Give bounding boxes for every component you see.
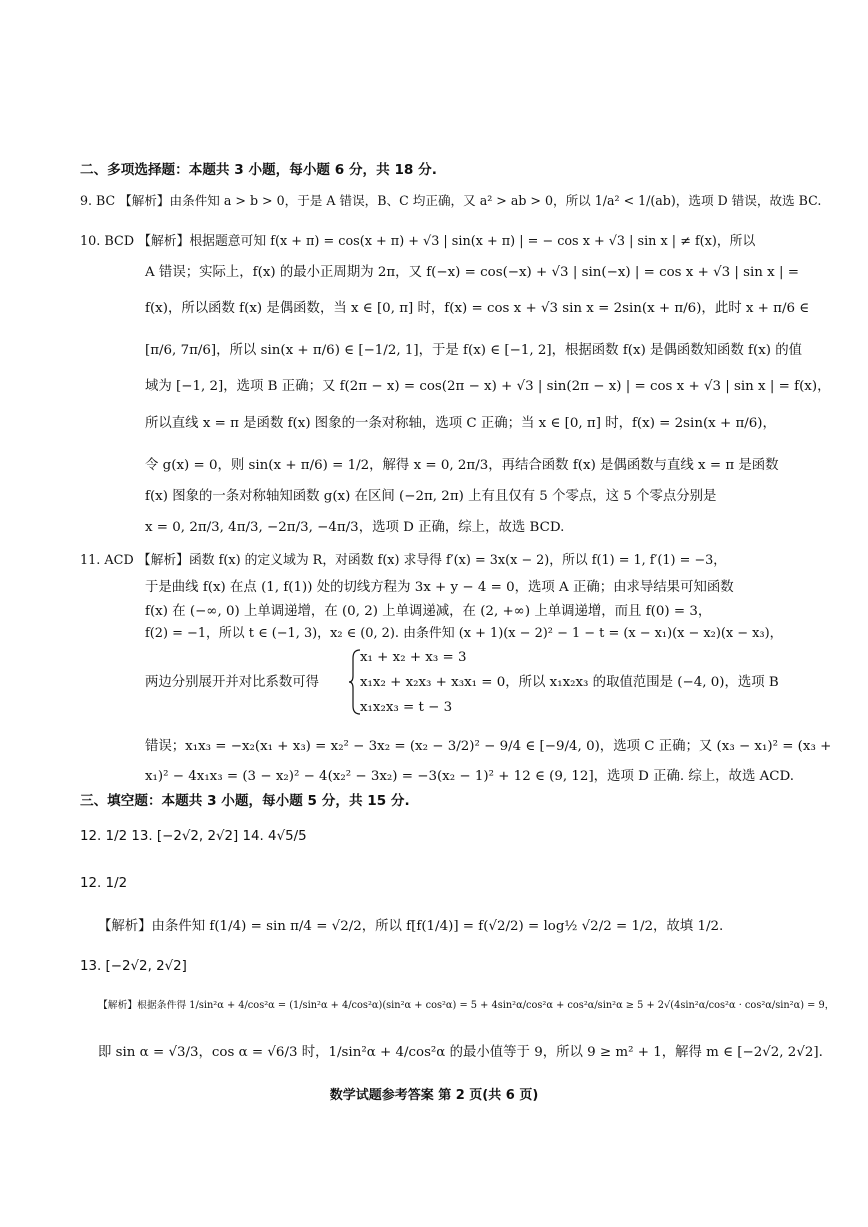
q10-line-3: f(x)，所以函数 f(x) 是偶函数，当 x ∈ [0, π] 时，f(x) = cos x + √3 sin x = 2sin(x + π/6)，此时 x + π/6 ∈	[145, 301, 810, 316]
page-footer: 数学试题参考答案 第 2 页(共 6 页)	[329, 1088, 539, 1103]
q10-line-5: 域为 [−1, 2]，选项 B 正确；又 f(2π − x) = cos(2π − x) + √3 | sin(2π − x) | = cos x + √3 | sin x | = f(x)，	[145, 379, 831, 394]
q11-system-eq-3: x₁x₂x₃ = t − 3	[360, 700, 453, 715]
q11-line-3: f(x) 在 (−∞, 0) 上单调递增，在 (0, 2) 上单调递减，在 (2, +∞) 上单调递增，而且 f(0) = 3，	[145, 604, 712, 619]
q10-line-2: A 错误；实际上，f(x) 的最小正周期为 2π，又 f(−x) = cos(−x) + √3 | sin(−x) | = cos x + √3 | sin x | =	[145, 265, 799, 280]
q13-line-1: 【解析】根据条件得 1/sin²α + 4/cos²α = (1/sin²α + 4/cos²α)(sin²α + cos²α) = 5 + 4sin²α/cos²α + cos²α/sin²α ≥ 5 + 2√(4sin²α/cos²α · cos²α/sin²α) = 9，	[98, 1000, 835, 1011]
q12-answer: 12. 1/2	[80, 876, 128, 891]
q11-line-4: f(2) = −1，所以 t ∈ (−1, 3)，x₂ ∈ (0, 2). 由条件知 (x + 1)(x − 2)² − 1 − t = (x − x₁)(x − x₂)(x − x₃)，	[145, 626, 783, 641]
q13-answer: 13. [−2√2, 2√2]	[80, 959, 187, 974]
q10-line-9: x = 0, 2π/3, 4π/3, −2π/3, −4π/3，选项 D 正确，综上，故选 BCD.	[145, 520, 565, 535]
q13-line-2: 即 sin α = √3/3，cos α = √6/3 时，1/sin²α + 4/cos²α 的最小值等于 9，所以 9 ≥ m² + 1，解得 m ∈ [−2√2, 2√2].	[98, 1045, 823, 1060]
fill-in-answers: 12. 1/2 13. [−2√2, 2√2] 14. 4√5/5	[80, 829, 307, 844]
q11-system-eq-2: x₁x₂ + x₂x₃ + x₃x₁ = 0，所以 x₁x₂x₃ 的取值范围是 (−4, 0)，选项 B	[360, 675, 779, 690]
section-3-heading: 三、填空题：本题共 3 小题，每小题 5 分，共 15 分.	[80, 793, 410, 809]
q10-line-7: 令 g(x) = 0，则 sin(x + π/6) = 1/2，解得 x = 0, 2π/3，再结合函数 f(x) 是偶函数与直线 x = π 是函数	[145, 458, 779, 473]
section-2-heading: 二、多项选择题：本题共 3 小题，每小题 6 分，共 18 分.	[80, 162, 437, 178]
q11-system-eq-1: x₁ + x₂ + x₃ = 3	[360, 650, 467, 665]
q10-line-1: 10. BCD 【解析】根据题意可知 f(x + π) = cos(x + π) + √3 | sin(x + π) | = − cos x + √3 | sin x | ≠ f(x)，所以	[80, 234, 756, 249]
q11-line-2: 于是曲线 f(x) 在点 (1, f(1)) 处的切线方程为 3x + y − 4 = 0，选项 A 正确；由求导结果可知函数	[145, 580, 734, 595]
q9-line-1: 9. BC 【解析】由条件知 a > b > 0，于是 A 错误，B、C 均正确，又 a² > ab > 0，所以 1/a² < 1/(ab)，选项 D 错误，故选 BC.	[80, 193, 822, 208]
q11-line-1: 11. ACD 【解析】函数 f(x) 的定义域为 R，对函数 f(x) 求导得 f′(x) = 3x(x − 2)，所以 f(1) = 1, f′(1) = −3，	[80, 553, 727, 568]
q11-line-5: 错误；x₁x₃ = −x₂(x₁ + x₃) = x₂² − 3x₂ = (x₂ − 3/2)² − 9/4 ∈ [−9/4, 0)，选项 C 正确；又 (x₃ − x₁)² = (x₃ +	[145, 739, 832, 754]
q10-line-6: 所以直线 x = π 是函数 f(x) 图象的一条对称轴，选项 C 正确；当 x ∈ [0, π] 时，f(x) = 2sin(x + π/6)，	[145, 416, 776, 431]
q10-line-8: f(x) 图象的一条对称轴知函数 g(x) 在区间 (−2π, 2π) 上有且仅有 5 个零点，这 5 个零点分别是	[145, 489, 717, 504]
q12-solution: 【解析】由条件知 f(1/4) = sin π/4 = √2/2，所以 f[f(1/4)] = f(√2/2) = log½ √2/2 = 1/2，故填 1/2.	[98, 919, 724, 934]
q11-line-6: x₁)² − 4x₁x₃ = (3 − x₂)² − 4(x₂² − 3x₂) = −3(x₂ − 1)² + 12 ∈ (9, 12]，选项 D 正确. 综上，故选 ACD.	[145, 769, 795, 784]
q10-line-4: [π/6, 7π/6]，所以 sin(x + π/6) ∈ [−1/2, 1]，于是 f(x) ∈ [−1, 2]，根据函数 f(x) 是偶函数知函数 f(x) 的值	[145, 343, 803, 358]
q11-system-prefix: 两边分别展开并对比系数可得	[145, 675, 320, 690]
